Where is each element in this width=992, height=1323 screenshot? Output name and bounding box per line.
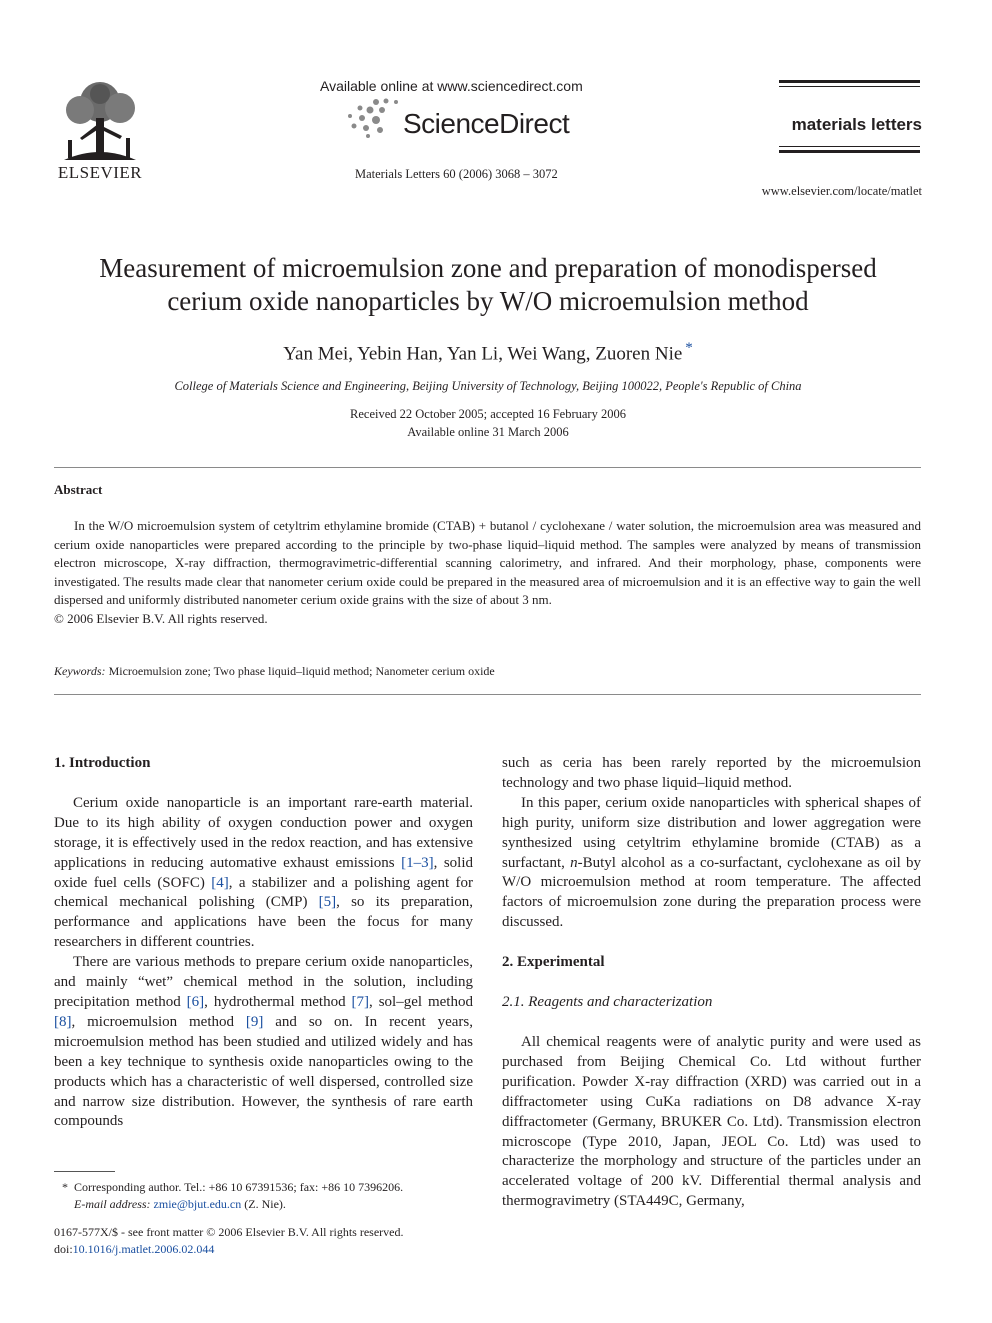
keywords-text: Microemulsion zone; Two phase liquid–liquid method; Nanometer cerium oxide xyxy=(108,664,495,678)
article-title xyxy=(54,252,922,318)
subsection-heading-reagents: 2.1. Reagents and characterization xyxy=(502,994,713,1011)
corresponding-author-mark[interactable]: * xyxy=(685,340,693,356)
intro-paragraph-3: In this paper, cerium oxide nanoparticles with spherical shapes of high purity, uniform size distribution and lower aggregation were synthesized using cetyltrim ethylamine bromide (CTAB) as a surfactant, n-Butyl alcohol as a co-surfactant, cyclohexane as oil by W/O microemulsion method at room temperature. The affected factors of microemulsion zone during the preparation process were discussed. xyxy=(502,794,921,931)
authors-text: Yan Mei, Yebin Han, Yan Li, Wei Wang, Zuoren Nie xyxy=(283,343,683,365)
available-online-text: Available online at www.sciencedirect.com xyxy=(320,78,583,94)
citation-link[interactable]: [9] xyxy=(245,1013,264,1030)
title-line-1: Measurement of microemulsion zone and preparation of monodispersed xyxy=(99,253,877,283)
doi-link[interactable]: 10.1016/j.matlet.2006.02.044 xyxy=(72,1242,215,1256)
citation-link[interactable]: [8] xyxy=(54,1013,72,1030)
author-list xyxy=(54,340,922,365)
footnote-rule xyxy=(54,1171,115,1172)
journal-rule xyxy=(779,146,920,147)
citation-link[interactable]: [1–3] xyxy=(401,854,434,871)
divider xyxy=(54,694,921,695)
affiliation: College of Materials Science and Engineering, Beijing University of Technology, Beijing 100022, People's Republic of China xyxy=(174,379,802,393)
copyright-line: © 2006 Elsevier B.V. All rights reserved. xyxy=(54,610,268,626)
sciencedirect-dots-icon xyxy=(346,98,404,145)
issn-line: 0167-577X/$ - see front matter © 2006 Elsevier B.V. All rights reserved. xyxy=(54,1225,404,1239)
received-date: Received 22 October 2005; accepted 16 February 2006 xyxy=(350,407,626,421)
intro-paragraph-1: Cerium oxide nanoparticle is an important rare-earth material. Due to its high ability of oxygen conduction power and oxygen storage, it is effectively used in the redox reaction, and has extensive applications in reducing automative exhaust emissions [1–3], solid oxide fuel cells (SOFC) [4], a stabilizer and a polishing agent for chemical mechanical polishing (CMP) [5], so its preparation, performance and applications have been the focus for many researchers in different countries. xyxy=(54,794,474,951)
section-heading-experimental: 2. Experimental xyxy=(502,954,605,971)
issn-block xyxy=(54,1224,474,1258)
footnote-mark: * xyxy=(62,1180,68,1194)
journal-url[interactable]: www.elsevier.com/locate/matlet xyxy=(761,184,922,198)
abstract-heading: Abstract xyxy=(54,482,103,497)
corresponding-author-note: Corresponding author. Tel.: +86 10 67391536; fax: +86 10 7396206. xyxy=(74,1180,404,1194)
journal-rule xyxy=(779,80,920,83)
left-column xyxy=(54,754,473,1132)
divider xyxy=(54,467,921,468)
citation-link[interactable]: [4] xyxy=(211,874,229,891)
email-link[interactable]: zmie@bjut.edu.cn xyxy=(153,1196,242,1211)
title-line-2: cerium oxide nanoparticles by W/O microemulsion method xyxy=(167,286,809,316)
available-date: Available online 31 March 2006 xyxy=(407,425,569,439)
intro-paragraph-2: There are various methods to prepare cerium oxide nanoparticles, and mainly “wet” chemical method in the solution, including precipitation method [6], hydrothermal method [7], sol–gel method [8], microemulsion method [9] and so on. In recent years, microemulsion method has been studied and utilized widely and has been a key technique to synthesis oxide nanoparticles owing to the products which has a characteristic of well dispersed, controlled size and narrow size distribution. However, the synthesis of rare earth compounds xyxy=(54,954,473,1130)
right-column xyxy=(502,754,921,1212)
doi-label: doi: xyxy=(54,1242,73,1256)
citation-link[interactable]: [6] xyxy=(186,993,205,1010)
sciencedirect-logo-text: ScienceDirect xyxy=(403,108,570,139)
article-dates xyxy=(54,405,922,441)
abstract-text: In the W/O microemulsion system of cetyltrim ethylamine bromide (CTAB) + butanol / cyclohexane / water solution, the microemulsion area was measured and cerium oxide nanoparticles were prepared according to the principle by two-phase liquid–liquid method. The samples were analyzed by means of transmission electron microscope, X-ray diffraction, thermogravimetric-differential scanning calorimetry, and infrared. And their morphology, phase, components were investigated. The results made clear that nanometer cerium oxide could be prepared in the measured area of microemulsion and it is an effective way to gain the well dispersed and uniformly distributed nanometer cerium oxide grains with the size of about 3 nm. xyxy=(54,518,921,608)
citation-link[interactable]: [5] xyxy=(318,894,337,911)
journal-rule xyxy=(779,86,920,87)
journal-rule xyxy=(779,150,920,153)
footnote: * Corresponding author. Tel.: +86 10 67391536; fax: +86 10 7396206. E-mail address: zmie@bjut.edu.cn (Z. Nie). xyxy=(62,1180,404,1211)
section-heading-introduction: 1. Introduction xyxy=(54,755,151,771)
publisher-name: ELSEVIER xyxy=(57,163,143,182)
abstract-body xyxy=(54,517,921,629)
tree-icon xyxy=(54,80,146,164)
email-label: E-mail address: xyxy=(74,1196,151,1211)
journal-name: materials letters xyxy=(791,115,922,134)
journal-reference: Materials Letters 60 (2006) 3068 – 3072 xyxy=(355,167,558,181)
keywords-line xyxy=(54,664,495,679)
experimental-paragraph-1: All chemical reagents were of analytic purity and were used as purchased from Beijing Chemical Co. Ltd without further purification. Powder X-ray diffraction (XRD) was carried out in a diffractometer using CuKa radiations on D8 advance X-ray diffractometer (Germany, BRUKER Co. Ltd). Transmission electron microscope (Type 2010, Japan, JEOL Co. Ltd) was used to characterize the morphology and structure of the particles under an accelerated voltage of 200 kV. Differential thermal analysis and thermogravimetry (STA449C, Germany, xyxy=(502,1033,921,1210)
keywords-label: Keywords: xyxy=(54,664,106,678)
citation-link[interactable]: [7] xyxy=(351,993,370,1010)
intro-paragraph-2-continued: such as ceria has been rarely reported by the microemulsion technology and two phase liquid–liquid method. xyxy=(502,755,921,791)
